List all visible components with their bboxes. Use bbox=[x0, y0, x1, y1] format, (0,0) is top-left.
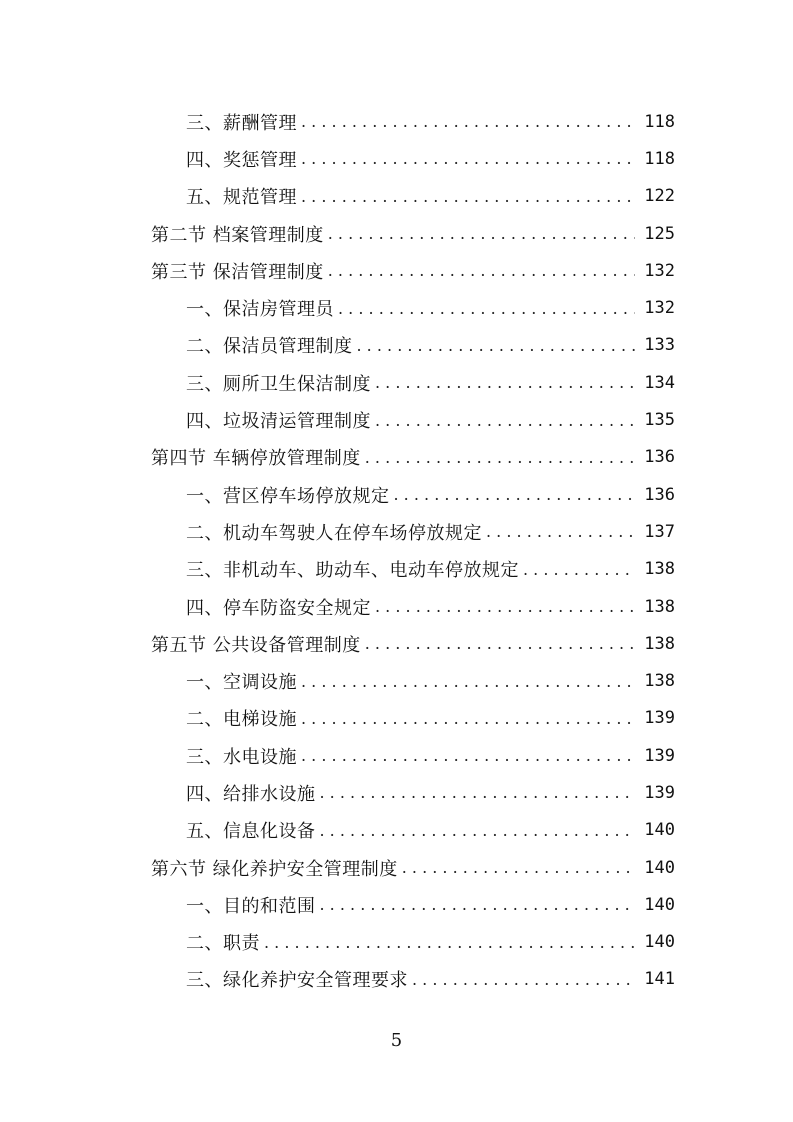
toc-entry-title: 二、机动车驾驶人在停车场停放规定 bbox=[186, 522, 482, 544]
toc-entry-title: 三、厕所卫生保洁制度 bbox=[186, 373, 371, 395]
toc-entry[interactable] bbox=[0, 513, 793, 550]
toc-entry[interactable] bbox=[0, 700, 793, 737]
toc-dot-leader bbox=[375, 411, 635, 430]
toc-entry-title: 三、绿化养护安全管理要求 bbox=[186, 970, 408, 992]
toc-entry-page: 138 bbox=[644, 596, 675, 617]
toc-entry[interactable] bbox=[0, 774, 793, 811]
toc-section-entry[interactable] bbox=[0, 215, 793, 252]
toc-dot-leader bbox=[320, 821, 636, 840]
toc-entry-page: 134 bbox=[644, 372, 675, 393]
toc-entry-title: 三、薪酬管理 bbox=[186, 112, 297, 134]
toc-entry-title: 二、保洁员管理制度 bbox=[186, 336, 353, 358]
toc-dot-leader bbox=[375, 597, 635, 616]
toc-entry-title: 五、规范管理 bbox=[186, 187, 297, 209]
toc-entry-page: 138 bbox=[644, 633, 675, 654]
toc-dot-leader bbox=[328, 224, 635, 243]
toc-entry[interactable] bbox=[0, 327, 793, 364]
toc-entry-page: 140 bbox=[644, 820, 675, 841]
toc-dot-leader bbox=[301, 112, 635, 131]
toc-entry-title: 五、信息化设备 bbox=[186, 821, 316, 843]
toc-entry-title: 四、给排水设施 bbox=[186, 783, 316, 805]
toc-dot-leader bbox=[264, 933, 635, 952]
toc-dot-leader bbox=[338, 299, 635, 318]
toc-entry-page: 139 bbox=[644, 708, 675, 729]
toc-entry-page: 140 bbox=[644, 932, 675, 953]
toc-entry-title: 一、目的和范围 bbox=[186, 895, 316, 917]
toc-entry-page: 141 bbox=[644, 969, 675, 990]
toc-dot-leader bbox=[320, 783, 636, 802]
toc-entry-page: 137 bbox=[644, 521, 675, 542]
toc-entry-page: 132 bbox=[644, 298, 675, 319]
toc-entry[interactable] bbox=[0, 364, 793, 401]
toc-entry-title: 三、非机动车、助动车、电动车停放规定 bbox=[186, 560, 519, 582]
toc-entry-page: 136 bbox=[644, 484, 675, 505]
toc-entry-title: 四、停车防盗安全规定 bbox=[186, 597, 371, 619]
toc-entry-page: 118 bbox=[644, 148, 675, 169]
toc-entry[interactable] bbox=[0, 401, 793, 438]
toc-dot-leader bbox=[320, 895, 636, 914]
toc-section-entry[interactable] bbox=[0, 252, 793, 289]
toc-entry-title: 第五节 公共设备管理制度 bbox=[151, 634, 361, 656]
toc-dot-leader bbox=[301, 672, 635, 691]
toc-dot-leader bbox=[301, 187, 635, 206]
toc-entry[interactable] bbox=[0, 812, 793, 849]
toc-entry-title: 三、水电设施 bbox=[186, 746, 297, 768]
toc-dot-leader bbox=[365, 634, 635, 653]
toc-entry-page: 138 bbox=[644, 559, 675, 580]
toc-entry[interactable] bbox=[0, 924, 793, 961]
page-number: 5 bbox=[390, 1030, 403, 1051]
toc-dot-leader bbox=[486, 522, 635, 541]
toc-entry-page: 139 bbox=[644, 782, 675, 803]
toc-entry[interactable] bbox=[0, 551, 793, 588]
toc-section-entry[interactable] bbox=[0, 849, 793, 886]
toc-entry[interactable] bbox=[0, 178, 793, 215]
toc-entry-title: 第三节 保洁管理制度 bbox=[151, 261, 324, 283]
toc-entry-page: 140 bbox=[644, 894, 675, 915]
toc-dot-leader bbox=[402, 858, 635, 877]
toc-entry-title: 二、电梯设施 bbox=[186, 709, 297, 731]
toc-dot-leader bbox=[394, 485, 636, 504]
toc-entry-page: 132 bbox=[644, 260, 675, 281]
toc-entry-page: 139 bbox=[644, 745, 675, 766]
toc-entry-title: 第六节 绿化养护安全管理制度 bbox=[151, 858, 398, 880]
toc-entry-title: 第二节 档案管理制度 bbox=[151, 224, 324, 246]
toc-entry-title: 二、职责 bbox=[186, 933, 260, 955]
toc-entry[interactable] bbox=[0, 103, 793, 140]
toc-dot-leader bbox=[301, 149, 635, 168]
toc-entry[interactable] bbox=[0, 961, 793, 998]
toc-dot-leader bbox=[357, 336, 636, 355]
toc-entry[interactable] bbox=[0, 662, 793, 699]
toc-dot-leader bbox=[365, 448, 635, 467]
toc-entry[interactable] bbox=[0, 886, 793, 923]
toc-entry-page: 135 bbox=[644, 410, 675, 431]
toc-dot-leader bbox=[375, 373, 635, 392]
toc-entry-title: 第四节 车辆停放管理制度 bbox=[151, 448, 361, 470]
toc-entry-title: 四、垃圾清运管理制度 bbox=[186, 411, 371, 433]
toc-entry-page: 140 bbox=[644, 857, 675, 878]
toc-entry-title: 一、营区停车场停放规定 bbox=[186, 485, 390, 507]
toc-entry-page: 136 bbox=[644, 447, 675, 468]
toc-entry[interactable] bbox=[0, 289, 793, 326]
toc-section-entry[interactable] bbox=[0, 625, 793, 662]
toc-dot-leader bbox=[412, 970, 635, 989]
toc-entry-page: 125 bbox=[644, 223, 675, 244]
toc-entry-title: 四、奖惩管理 bbox=[186, 149, 297, 171]
toc-entry[interactable] bbox=[0, 737, 793, 774]
toc-entry-page: 122 bbox=[644, 186, 675, 207]
toc-entry[interactable] bbox=[0, 588, 793, 625]
table-of-contents bbox=[0, 103, 793, 998]
toc-dot-leader bbox=[328, 261, 635, 280]
toc-entry[interactable] bbox=[0, 476, 793, 513]
toc-entry-page: 118 bbox=[644, 111, 675, 132]
toc-entry-page: 133 bbox=[644, 335, 675, 356]
toc-entry[interactable] bbox=[0, 140, 793, 177]
toc-entry-title: 一、空调设施 bbox=[186, 672, 297, 694]
toc-dot-leader bbox=[523, 560, 635, 579]
toc-entry-title: 一、保洁房管理员 bbox=[186, 299, 334, 321]
toc-entry-page: 138 bbox=[644, 671, 675, 692]
toc-section-entry[interactable] bbox=[0, 439, 793, 476]
toc-dot-leader bbox=[301, 709, 635, 728]
toc-dot-leader bbox=[301, 746, 635, 765]
